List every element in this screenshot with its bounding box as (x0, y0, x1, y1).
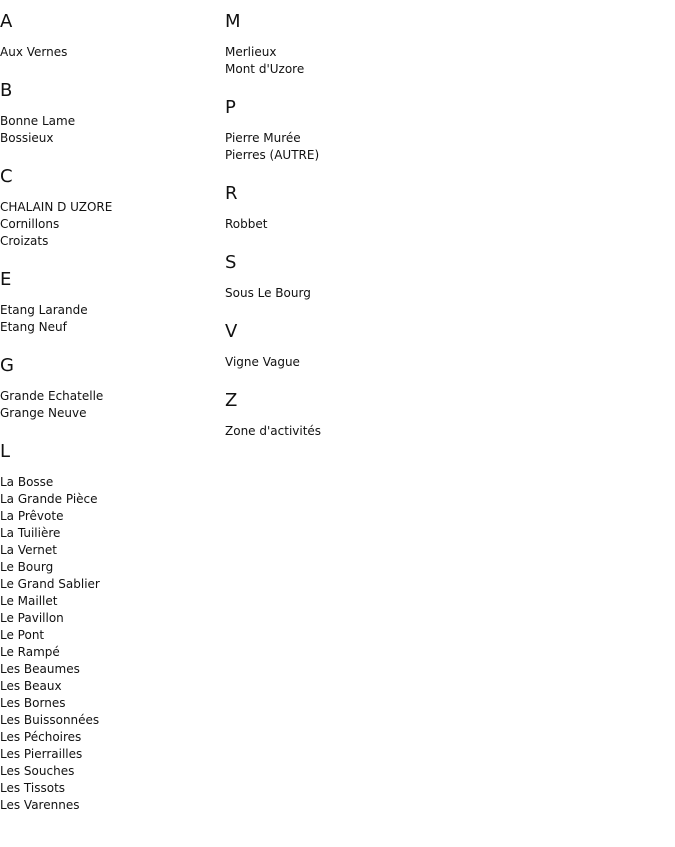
letter-group (0, 270, 225, 336)
list-item[interactable]: La Prêvote (0, 509, 64, 523)
list-item[interactable]: La Tuilière (0, 526, 61, 540)
letter-heading: R (225, 183, 238, 204)
list-item[interactable]: Pierre Murée (225, 131, 301, 145)
entry-list (225, 216, 485, 233)
letter-group (0, 167, 225, 250)
letter-group (225, 253, 485, 302)
letter-heading: C (0, 166, 13, 187)
entry-list (0, 302, 225, 336)
list-item[interactable]: Cornillons (0, 217, 60, 231)
list-item[interactable]: Etang Larande (0, 303, 88, 317)
list-item[interactable]: Le Grand Sablier (0, 577, 100, 591)
letter-group (225, 322, 485, 371)
list-item[interactable]: Les Péchoires (0, 730, 82, 744)
list-item[interactable]: Le Pavillon (0, 611, 64, 625)
entry-list (225, 44, 485, 78)
list-item[interactable]: Les Tissots (0, 781, 66, 795)
list-item[interactable]: Les Souches (0, 764, 75, 778)
letter-group (0, 356, 225, 422)
letter-heading: P (225, 97, 236, 118)
list-item[interactable]: Les Buissonnées (0, 713, 100, 727)
letter-heading: A (0, 11, 13, 32)
list-item[interactable]: Merlieux (225, 45, 277, 59)
letter-group (0, 442, 225, 814)
letter-heading: B (0, 80, 13, 101)
letter-group (225, 98, 485, 164)
entry-list (0, 44, 225, 61)
entry-list (225, 285, 485, 302)
entry-list (0, 113, 225, 147)
letter-heading: M (225, 11, 241, 32)
entry-list (225, 423, 485, 440)
list-item[interactable]: Les Beaumes (0, 662, 80, 676)
list-item[interactable]: CHALAIN D UZORE (0, 200, 113, 214)
letter-heading: V (225, 321, 238, 342)
list-item[interactable]: Les Bornes (0, 696, 66, 710)
letter-group (225, 12, 485, 78)
list-item[interactable]: Etang Neuf (0, 320, 67, 334)
list-item[interactable]: Pierres (AUTRE) (225, 148, 320, 162)
list-item[interactable]: La Bosse (0, 475, 54, 489)
list-item[interactable]: Croizats (0, 234, 49, 248)
list-item[interactable]: Aux Vernes (0, 45, 68, 59)
list-item[interactable]: Les Pierrailles (0, 747, 83, 761)
list-item[interactable]: Le Bourg (0, 560, 54, 574)
letter-group (0, 12, 225, 61)
letter-heading: E (0, 269, 12, 290)
list-item[interactable]: Grange Neuve (0, 406, 87, 420)
letter-group (225, 391, 485, 440)
list-item[interactable]: Grande Echatelle (0, 389, 104, 403)
letter-heading: G (0, 355, 14, 376)
letter-heading: Z (225, 390, 238, 411)
left-column (0, 12, 225, 834)
list-item[interactable]: Bossieux (0, 131, 54, 145)
letter-heading: L (0, 441, 11, 462)
list-item[interactable]: La Vernet (0, 543, 57, 557)
right-column (225, 12, 485, 460)
letter-group (0, 81, 225, 147)
list-item[interactable]: Sous Le Bourg (225, 286, 311, 300)
entry-list (225, 354, 485, 371)
entry-list (0, 388, 225, 422)
entry-list (0, 474, 225, 814)
list-item[interactable]: Zone d'activités (225, 424, 322, 438)
list-item[interactable]: La Grande Pièce (0, 492, 98, 506)
list-item[interactable]: Vigne Vague (225, 355, 300, 369)
list-item[interactable]: Les Beaux (0, 679, 62, 693)
list-item[interactable]: Le Maillet (0, 594, 58, 608)
entry-list (0, 199, 225, 250)
list-item[interactable]: Mont d'Uzore (225, 62, 305, 76)
letter-group (225, 184, 485, 233)
letter-heading: S (225, 252, 237, 273)
list-item[interactable]: Bonne Lame (0, 114, 76, 128)
list-item[interactable]: Robbet (225, 217, 268, 231)
list-item[interactable]: Le Rampé (0, 645, 60, 659)
entry-list (225, 130, 485, 164)
list-item[interactable]: Le Pont (0, 628, 45, 642)
list-item[interactable]: Les Varennes (0, 798, 80, 812)
